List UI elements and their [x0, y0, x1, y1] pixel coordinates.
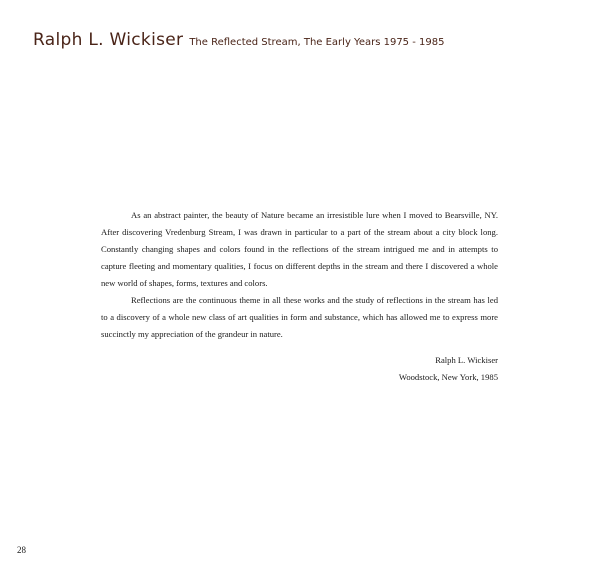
- artist-statement: [101, 207, 498, 343]
- signature-block: [399, 352, 498, 386]
- page-number: 28: [17, 545, 26, 555]
- artist-name: Ralph L. Wickiser: [33, 30, 184, 50]
- signature-name: Ralph L. Wickiser: [435, 355, 498, 365]
- statement-paragraph-1: As an abstract painter, the beauty of Nature became an irresistible lure when I moved to Bearsville, NY. After discovering Vredenburg Stream, I was drawn in particular to a part of the stream about a city block long. Constantly changing shapes and colors found in the reflections of the stream intrigued me and in attempts to capture fleeting and momentary qualities, I focus on different depths in the stream and there I discovered a whole new world of shapes, forms, textures and colors.: [101, 210, 498, 288]
- signature-place-date: Woodstock, New York, 1985: [398, 372, 498, 382]
- page-header: [33, 30, 444, 50]
- statement-paragraph-2: Reflections are the continuous theme in all these works and the study of reflections in the stream has led to a discovery of a whole new class of art qualities in form and substance, which has allowed me to express more succinctly my appreciation of the grandeur in nature.: [101, 295, 498, 339]
- book-subtitle: The Reflected Stream, The Early Years 1975 - 1985: [189, 37, 445, 48]
